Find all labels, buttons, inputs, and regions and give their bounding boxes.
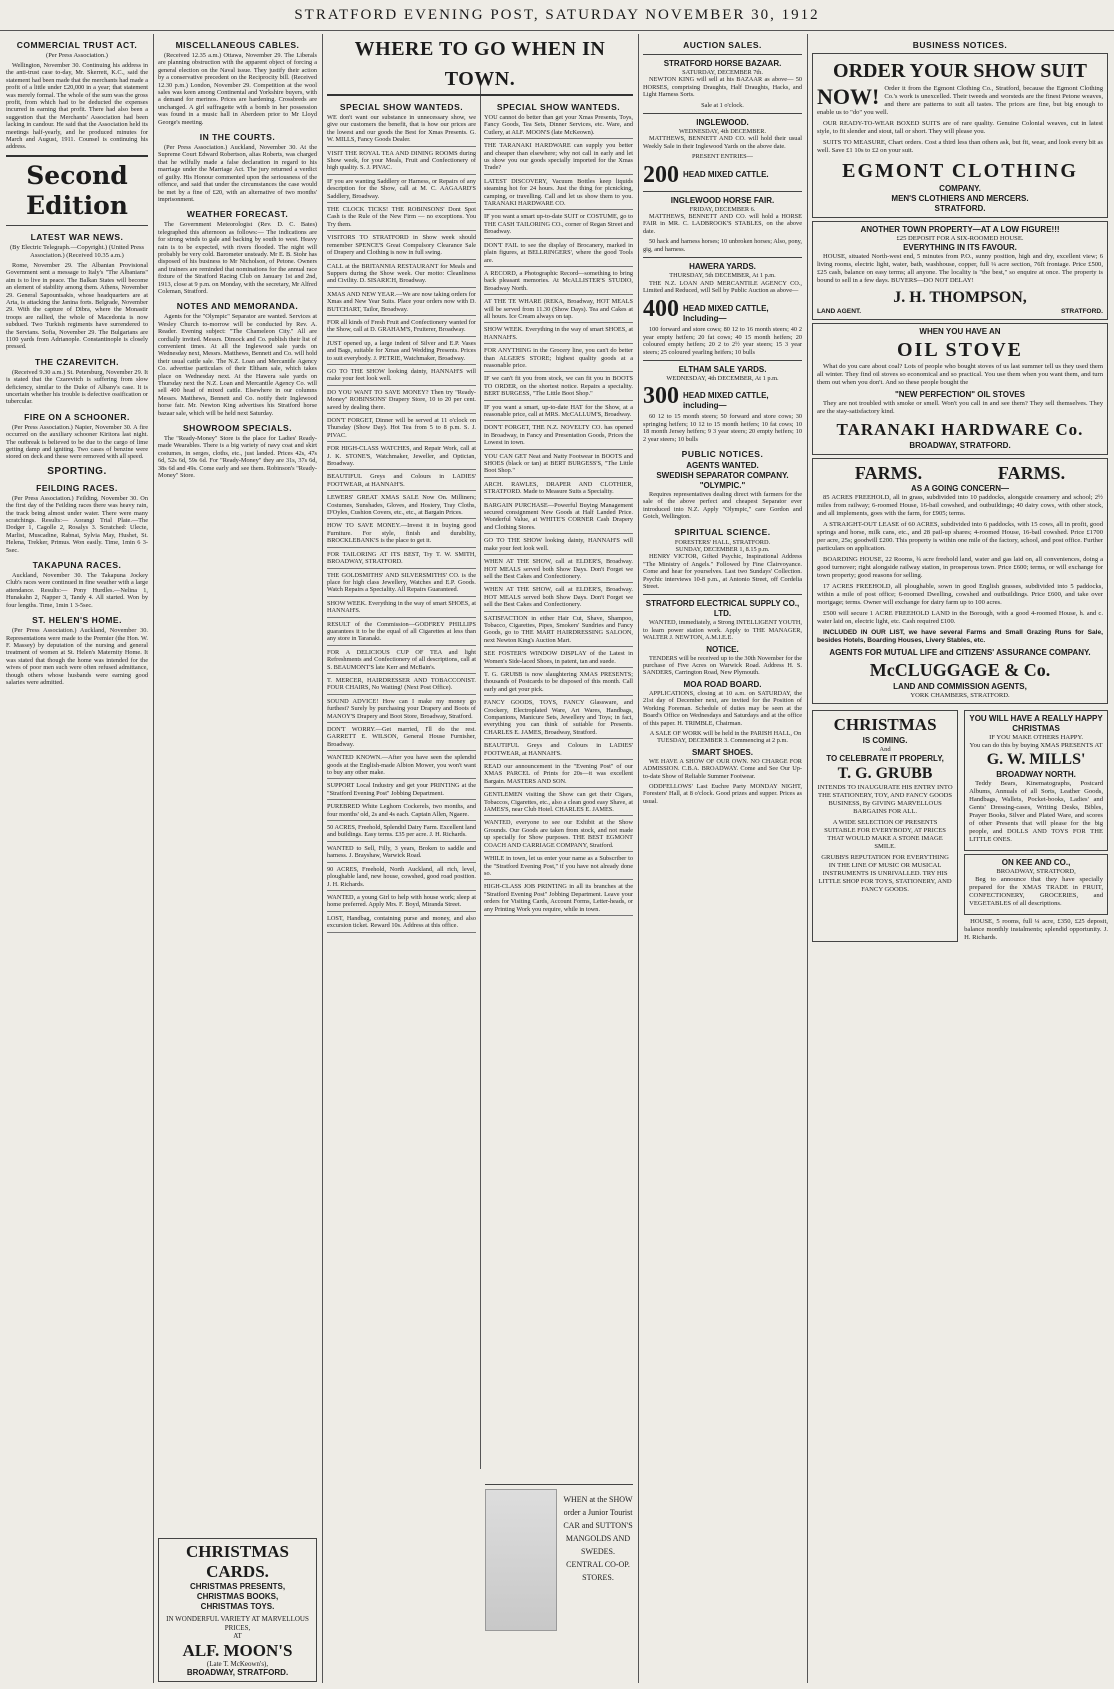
on-kee-body: Beg to announce that they have specially prepared for the XMAS TRADE in FRUIT, CONFECTIONERY, GROCERIES, and VEGETABLES of all descriptions. bbox=[969, 876, 1103, 907]
agents-for: AGENTS FOR MUTUAL LIFE and CITIZENS' ASSURANCE COMPANY. bbox=[829, 648, 1091, 657]
christmas-body: IN WONDERFUL VARIETY AT MARVELLOUS PRICES, bbox=[166, 1615, 309, 1633]
press-association-line: (Per Press Association.) bbox=[46, 52, 108, 59]
mccluggage-sub: LAND AND COMMISSION AGENTS, bbox=[893, 682, 1027, 691]
show-wanted-right-listing: YOU CAN GET Neat and Natty Footwear in BOOTS and SHOES (black or tan) at BERT BURGESS'S, "The Little Boot Shop." bbox=[484, 453, 633, 478]
divider bbox=[6, 155, 148, 157]
show-wanted-right-listing: BARGAIN PURCHASE—Powerful Buying Management secured consignment New Goods at Half Landed Price. Wonderful Value, at WHITE'S CORNER Cash Drapery and Clothing Stores. bbox=[484, 502, 633, 535]
farm-listing-4: 17 ACRES FREEHOLD, all ploughable, sown in good English grasses, subdivided into 5 paddocks, within a mile of post office; 6-roomed Dwelling, cowshed and outbuildings. Price £600, and take over mortgage; terms. Owner will exchange for dairy farm up to 100 acres. bbox=[817, 583, 1103, 606]
show-wanted-left-listing: DON'T WORRY.—Get married, I'll do the rest. GARRETT E. WILSON, General House Furnisher, Broadway. bbox=[327, 726, 476, 751]
show-wanted-left-listing: WANTED KNOWN.—After you have seen the splendid goods at the English-made Albion Mower, you won't want to buy any other make. bbox=[327, 754, 476, 779]
show-wanted-left-listing: CALL at the BRITANNIA RESTAURANT for Meals and Suppers during the Show week. Our motto: Cleanliness and Civility. D. SISARICH, Broadway. bbox=[327, 263, 476, 288]
show-wanted-right-listing: T. G. GRUBB is now slaughtering XMAS PRESENTS; thousands of Postcards to be disposed of this month. Call early and get your pick. bbox=[484, 671, 633, 696]
mills-title: YOU WILL HAVE A REALLY HAPPY CHRISTMAS bbox=[969, 714, 1103, 733]
show-wanted-right-listing: SHOW WEEK. Everything in the way of smart SHOES, at HANNAH'S. bbox=[484, 326, 633, 344]
moa-body: APPLICATIONS, closing at 10 a.m. on SATURDAY, the 21st day of December next, are invited for the Position of Working Foreman. Schedule of duties may be seen at the Board's Office on Wednesdays and Saturdays and at the office of this paper. H. TRIMBLE, Chairman. bbox=[643, 689, 802, 727]
column-rule bbox=[322, 34, 323, 1683]
show-wanted-left-listing: THE GOLDSMITHS' AND SILVERSMITHS' CO. is the place for high class Jewellery, Watches and E.P. Goods. Watch Repairs a Speciality. All Repairs Guaranteed. bbox=[327, 572, 476, 597]
farms-title-right: FARMS. bbox=[997, 463, 1066, 483]
egmont-sub: MEN'S CLOTHIERS AND MERCERS. bbox=[891, 194, 1029, 203]
corset-ad bbox=[485, 1484, 633, 1685]
inglewood-title: INGLEWOOD. bbox=[696, 118, 749, 128]
feilding-article: (Per Press Association.) Feilding, November 30. On the first day of the Feilding races there was heavy rain, the track being almost under water. There were many scratchings. Results:— Aorangi Trial Plate.—The Dodger 1, Cagolle 2, Rosalys 3. Scratched: Ulecte, Marlist, Muscadine, Rabnai, Sylvia May, Hushet, St. Helena, Trekker, Primus. Won easily. Time, 1min 6 3-5sec. bbox=[6, 494, 148, 554]
taranaki-hardware-name: TARANAKI HARDWARE Co. bbox=[836, 420, 1084, 439]
show-wanted-right-listing: DON'T FORGET, THE N.Z. NOVELTY CO. has opened in Broadway, in Fancy and Presentation Goods, Prices the Lowest in town. bbox=[484, 424, 633, 449]
cattle-300-list: 60 12 to 15 month steers; 50 forward and store cows; 30 springing heifers; 10 12 to 15 month heifers; 10 fat cows; 10 18 month Jersey heifers; 9 3 year steers; 20 empty heifers; 10 2 year steers; 10 bulls bbox=[643, 413, 802, 443]
horse-fair-date: FRIDAY, DECEMBER 6. bbox=[689, 205, 756, 213]
notes-heading: NOTES AND MEMORANDA. bbox=[176, 301, 299, 312]
cattle-count-200: 200 bbox=[643, 162, 679, 187]
misc-cables-heading: MISCELLANEOUS CABLES. bbox=[175, 40, 300, 50]
property-body: HOUSE, situated North-west end, 5 minutes from P.O., sunny position, high and dry, excellent view; 6 living rooms, electric light, water, bath, washhouse, copper, full ¼ acre section, 76ft frontage. Price £500, £25 cash, balance on easy terms; all anyone. The locality is "the best," so enquire at once. The property is bound to sell in a few days. BUYERS—DO NOT DELAY! bbox=[817, 253, 1103, 284]
show-wanted-right-listing: WHILE in town, let us enter your name as a Subscriber to the "Stratford Evening Post," if you have not already done so. bbox=[484, 855, 633, 880]
grubb-celebrate: TO CELEBRATE IT PROPERLY, bbox=[826, 754, 944, 763]
show-suit-ad bbox=[812, 53, 1108, 218]
lady-illustration bbox=[485, 1489, 557, 1631]
sale-of-work: A SALE OF WORK will be held in the PARISH HALL, On TUESDAY, DECEMBER 3. Commencing at 2 p.m. bbox=[649, 729, 802, 745]
on-kee-ad bbox=[964, 854, 1108, 915]
column-business bbox=[812, 34, 1108, 1685]
farm-listing-3: BOARDING HOUSE, 22 Rooms, ¾ acre freehold land, water and gas laid on, all conveniences, doing a good turnover; right alongside railway station, in prosperous town. Price £600; terms, or will exchange for town property; good reasons for selling. bbox=[817, 556, 1103, 579]
st-helens-heading: ST. HELEN'S HOME. bbox=[32, 615, 122, 626]
show-wanted-right-listing: YOU cannot do better than get your Xmas Presents, Toys, Fancy Goods, Tea Sets, Dinner Services, etc. Ware, and Cutlery, at ALF. MOON'S (late McKeown). bbox=[484, 114, 633, 139]
spiritual-body: HENRY VICTOR, Gifted Psychic, Inspirational Address "The Ministry of Angels." Followed by Fine Clairvoyance. Come and hear for yourselves. Last two Sundays' Collection. Psychic interviews 10-8 p.m., at Antonio Street, off Cordelia Street. bbox=[643, 553, 802, 591]
farm-listing-5: £500 will secure 1 ACRE FREEHOLD LAND in the Borough, with a good 4-roomed House, h. and c. water laid on, electric light, etc. Cash required £100. bbox=[817, 610, 1103, 625]
show-suit-now: NOW! bbox=[817, 85, 880, 109]
christmas-line-1: CHRISTMAS PRESENTS, bbox=[189, 1582, 286, 1592]
farm-listing-6: INCLUDED IN OUR LIST, we have several Farms and Small Grazing Runs for Sale, besides Hotels, Boarding Houses, Livery Stables, etc. bbox=[817, 629, 1103, 644]
grubb-ad bbox=[812, 710, 958, 942]
inglewood-date: WEDNESDAY, 4th DECEMBER. bbox=[678, 128, 767, 136]
electrical-title: STRATFORD ELECTRICAL SUPPLY CO., LTD. bbox=[645, 599, 800, 619]
commercial-trust-heading: COMMERCIAL TRUST ACT. bbox=[16, 40, 138, 50]
boxed-suits-text: OUR READY-TO-WEAR BOXED SUITS are of rare quality. Genuine Colonial weaves, cut in latest style, to fit slender and stout, tall or short. They will please you. bbox=[817, 120, 1103, 135]
moa-title: MOA ROAD BOARD. bbox=[683, 679, 762, 689]
show-wanted-right-listing: GO TO THE SHOW looking dainty, HANNAH'S will make your feet look well. bbox=[484, 537, 633, 555]
suits-measure-text: SUITS TO MEASURE, Chart orders. Cost a third less than others ask, but fit, wear, and look every bit as well. Save £1 10s to £2 on your suit. bbox=[817, 139, 1103, 154]
show-wanted-left-listing: PUREBRED White Leghorn Cockerels, two months, and four months' old, 2s and 4s each. Captain Allen, Ngaere. bbox=[327, 803, 476, 821]
column-rule bbox=[807, 34, 808, 1683]
show-wanted-left-listing: WANTED, a young Girl to help with house work; sleep at home preferred. Apply Mrs. F. Boyd, Miranda Street. bbox=[327, 894, 476, 912]
weather-heading: WEATHER FORECAST. bbox=[186, 209, 289, 220]
show-wanted-left-listing: SHOW WEEK. Everything in the way of smart SHOES, at HANNAH'S. bbox=[327, 600, 476, 618]
show-wanted-left-listing: HOW TO SAVE MONEY.—Invest it in buying good Furniture. For style, finish and durability, BROCKLEBANK'S is the place to get it. bbox=[327, 522, 476, 547]
mccluggage-address: YORK CHAMBERS, STRATFORD. bbox=[910, 692, 1010, 699]
czarevitch-article: (Received 9.30 a.m.) St. Petersburg, November 29. It is stated that the Czarevitch is suffering from slow deficiency, similar to the Duke of Albany's case. It is uncertain whether his trouble is defective ossification or tubercular. bbox=[6, 368, 148, 406]
mills-body-2: Teddy Bears, Kinematographs, Postcard Albums, Annuals of all Sorts, Leather Goods, Handbags, Wallets, Pocket-books, Ladies' and Gents' Dressing-cases, Writing Desks, Bibles, Prayer Books, Silver and Plated Ware, and scores of other Presents that will please for the big people, and DOLLS AND TOYS FOR THE LITTLE ONES. bbox=[969, 780, 1103, 843]
misc-cables-article: (Received 12.35 a.m.) Ottawa, November 29. The Liberals are planning obstruction with the apparent object of forcing a general election on the Naval issue. They justify their action by a conservative precedent on the Reciprocity bill. (Received 12.30 p.m.) London, November 29. Competition at the wool sales was keen among Continental and Yorkshire buyers, with a demand for merinos. Prices are hardening. Crossbreds are unchanged. A girl suffragette with a bomb in her possession was found in a music hall in Aberdeen prior to Mr Lloyd George's meeting. bbox=[158, 52, 317, 126]
show-wanted-left-listing: DO YOU WANT TO SAVE MONEY? Then try "Ready-Money" ROBINSONS' Drapery Store, 10 to 20 per cent. saved by dealing there. bbox=[327, 389, 476, 414]
mills-sub: IF YOU MAKE OTHERS HAPPY. bbox=[989, 734, 1084, 741]
special-show-right bbox=[484, 96, 633, 936]
show-wanted-left-listing: FOR all kinds of Fresh Fruit and Confectionery wanted for the Show, call at D. GRAHAM'S, Fruiterer, Broadway. bbox=[327, 319, 476, 337]
show-wanted-right-listing: WHEN AT THE SHOW, call at ELDER'S, Broadway. HOT MEALS served both Show Days. Don't Forget we sell the Best Cakes and Confectionery. bbox=[484, 558, 633, 583]
show-wanted-left-listing: WE don't want our substance in unnecessary show, we give our customers the benefit, that is how our prices are the lowest and our goods the Best for Xmas Presents. G. W. MILLS, Fancy Goods Dealer. bbox=[327, 114, 476, 147]
show-wanted-right-listing: BEAUTIFUL Greys and Colours in LADIES' FOOTWEAR, at HANNAH'S. bbox=[484, 742, 633, 760]
war-news-heading: LATEST WAR NEWS. bbox=[30, 231, 124, 242]
column-cables bbox=[158, 34, 317, 1685]
horse-fair-title: INGLEWOOD HORSE FAIR. bbox=[670, 195, 775, 205]
show-wanted-right-listing: LATEST DISCOVERY, Vacuum Bottles keep liquids steaming hot for 24 hours. Just the thing for picnicking, camping, or travelling. Call and let us show them to you. TARANAKI HARDWARE CO. bbox=[484, 178, 633, 211]
grubb-body-2: A WIDE SELECTION OF PRESENTS SUITABLE FOR EVERYBODY, AT PRICES THAT WOULD MAKE A STONE IMAGE SMILE. bbox=[824, 819, 946, 850]
grubb-name: T. G. GRUBB bbox=[837, 765, 933, 782]
czarevitch-heading: THE CZAREVITCH. bbox=[35, 356, 119, 367]
takapuna-article: Auckland, November 30. The Takapuna Jockey Club's races were continued in fine weather with a large attendance. Results:— Pony Hurdles.—Nelina 1, Hunakahn 2, Napper 3, Tandy 4. All started. Won by four lengths. Time, 1min 1 3-5sec. bbox=[6, 572, 148, 609]
cattle-count-300: 300 bbox=[643, 384, 679, 410]
telegraph-line: (By Electric Telegraph.—Copyright.) (United Press Association.) (Received 10.35 a.m.) bbox=[9, 243, 145, 259]
show-wanted-left-listing: IF you are wanting Saddlery or Harness, or Repairs of any description for the Show, call at M. C. AAGAARD'S Saddlery, Broadway. bbox=[327, 178, 476, 203]
christmas-line-2: CHRISTMAS BOOKS, bbox=[196, 1592, 279, 1602]
showroom-article: The "Ready-Money" Store is the place for Ladies' Ready-made Wearables. There is a big variety of navy coat and skirt costumes, in serges, cloths, etc., just landed. Prices 42s, 47s 6d, 52s 6d, 59s 6d. For "Ready-Money" they are 31s, 37s 6d, 38s 6d and 49s. Come early and see them. Robinson's "Ready-Money" Store. bbox=[158, 435, 317, 480]
thompson-name: J. H. THOMPSON, bbox=[893, 289, 1027, 306]
show-wanted-right-listing: A RECORD, a Photographic Record—something to bring back pleasant memories. At McALLISTER'S STUDIO, Broadway North. bbox=[484, 270, 633, 295]
show-wanted-left-listing: LOST, Handbag, containing purse and money, and also excursion ticket. Reward 10s. Address at this office. bbox=[327, 915, 476, 933]
show-wanted-right-listing: GENTLEMEN visiting the Show can get their Cigars, Tobaccos, Cigarettes, etc., also a clean good easy Shave, at JAMES'S, near Club Hotel. CHARLES E. JAMES. bbox=[484, 791, 633, 816]
grubb-body-3: GRUBB'S REPUTATION FOR EVERYTHING IN THE LINE OF MUSIC OR MUSICAL INSTRUMENTS IS UNRIVALLED. TRY HIS LITTLE SHOP FOR TOYS, STATIONERY, AND FANCY GOODS. bbox=[818, 854, 952, 893]
takapuna-heading: TAKAPUNA RACES. bbox=[32, 560, 122, 571]
horse-bazaar-title: STRATFORD HORSE BAZAAR. bbox=[663, 59, 782, 68]
thompson-place: STRATFORD. bbox=[1061, 308, 1103, 315]
show-wanted-left-listing: FOR A DELICIOUS CUP OF TEA and light Refreshments and Confectionery of all descriptions, call at S. BEAUMONT'S late Kerr and McBain's. bbox=[327, 649, 476, 674]
show-wanted-left-listing: GO TO THE SHOW looking dainty, HANNAH'S will make your feet look well. bbox=[327, 368, 476, 386]
smart-shoes-title: SMART SHOES. bbox=[692, 747, 753, 757]
alf-moon-name: ALF. MOON'S bbox=[182, 1640, 293, 1660]
inglewood-body: MATTHEWS, BENNETT AND CO. will hold their usual Weekly Sale in their Inglewood Yards on the above date. bbox=[643, 135, 802, 150]
showroom-heading: SHOWROOM SPECIALS. bbox=[182, 423, 293, 434]
show-wanted-left-listing: SOUND ADVICE! How can I make my money go furthest? Surely by purchasing your Drapery and Boots of MANOY'S Drapery and Boot Store, Broadway, Stratford. bbox=[327, 698, 476, 723]
column-where-to-go bbox=[327, 34, 633, 1685]
auction-sales-heading: AUCTION SALES. bbox=[683, 40, 762, 50]
cattle-200-label: HEAD MIXED CATTLE. bbox=[683, 169, 769, 179]
column-auctions bbox=[643, 34, 802, 1685]
show-wanted-right-listing: WANTED, everyone to see our Exhibit at the Show Grounds. Our Goods are taken from stock, and not made up specially for Show purposes. THE BEST EGMONT COACH AND CARRIAGE COMPANY, Stratford. bbox=[484, 819, 633, 852]
show-wanted-left-listing: DON'T FORGET, Dinner will be served at 11 o'clock on Thursday (Show Day). Hot Tea from 5 to 8 p.m. S. J. PIVAC. bbox=[327, 417, 476, 442]
property-favour: EVERYTHING IN ITS FAVOUR. bbox=[903, 243, 1017, 252]
oil-stove-body: What do you care about coal? Lots of people who bought stoves of us last summer tell us they used them all winter. They find oil stoves so economical and so practical. You use them when you want them, and turn them out when you don't. And so these people bought the bbox=[817, 363, 1103, 386]
divider bbox=[6, 225, 148, 226]
public-notices-heading: PUBLIC NOTICES. bbox=[681, 448, 764, 459]
sale-time: Sale at 1 o'clock. bbox=[701, 101, 744, 109]
town-property-ad bbox=[812, 221, 1108, 320]
swedish-separator: SWEDISH SEPARATOR COMPANY. "OLYMPIC." bbox=[656, 470, 789, 490]
show-wanted-left-listing: LEWERS' GREAT XMAS SALE Now On. Milliners; Costumes, Sunshades, Gloves, and Hosiery, Tray Cloths, D'Oyles, Cushion Covers, etc., etc., at Bargain Prices. bbox=[327, 494, 476, 519]
show-wanted-right-listing: THE TARANAKI HARDWARE can supply you better and cheaper than elsewhere; why not call in early and let us show you our goods specially imported for the Xmas Trade? bbox=[484, 142, 633, 175]
show-wanted-left-listing: 90 ACRES, Freehold, North Auckland, all rich, level, ploughable land, new house, cowshed, good road position. J. H. Richards. bbox=[327, 866, 476, 891]
nzloan-body: THE N.Z. LOAN AND MERCANTILE AGENCY CO., Limited and Reduced, will Sell by Public Auction as above— bbox=[643, 279, 802, 294]
horse-fair-body: MATTHEWS, BENNETT AND CO. will hold a HORSE FAIR in MR. C. LADBROOK'S STABLES, on the above date. bbox=[643, 213, 802, 235]
cattle-count-400: 400 bbox=[643, 297, 679, 323]
show-wanted-left-listing: JUST opened up, a large indent of Silver and E.P. Vases and Bags, suitable for Xmas and Wedding Presents. Prices to suit everybody. J. PETRIE, Watchmaker, Broadway. bbox=[327, 340, 476, 365]
notes-article: Agents for the "Olympic" Separator are wanted. Services at Wesley Church to-morrow will be conducted by Rev. A. Reader. Evening subject: "The Chameleon City." All are cordially invited. Messrs. Dimock and Co. publish their list of convenient times. At all the Inglewood sale yards on Wednesday next, Messrs. Matthews, Bennett and Co. will hold their usual cattle sale. The N.Z. Loan and Mercantile Agency Co. advertise particulars of their Eltham sale, which takes place on Wednesday next. At the Hawera sale yards on Thursday next the N.Z. Loan and Mercantile Agency Co. will sell 400 head of mixed cattle. Elsewhere in our columns Messrs. Matthews, Bennett and Co. notify their Inglewood horse fair. Mr. Newton King advertises his Stratford horse bazaar sale, which will be held next Saturday. bbox=[158, 313, 317, 417]
show-wanted-right-listing: SATISFACTION in either Hair Cut, Shave, Shampoo, Tobacco, Cigarettes, Pipes, Smokers' Sundries and Fancy Goods, go to THE MART HAIRDRESSING SALOON, next Newton King's Auction Mart. bbox=[484, 615, 633, 648]
show-wanted-left-listing: 50 ACRES, Freehold, Splendid Dairy Farm. Excellent land and buildings. Easy terms. £35 per acre. J. H. Richards. bbox=[327, 824, 476, 842]
fire-heading: FIRE ON A SCHOONER. bbox=[24, 411, 130, 422]
masthead: STRATFORD EVENING POST, SATURDAY NOVEMBER 30, 1912 bbox=[0, 0, 1114, 31]
eltham-title: ELTHAM SALE YARDS. bbox=[678, 364, 767, 374]
show-wanted-left-listing: SUPPORT Local Industry and get your PRINTING at the "Stratford Evening Post" Jobbing Department. bbox=[327, 782, 476, 800]
show-wanted-left-listing: WANTED to Sell, Filly, 3 years, Broken to saddle and harness. J. Brayshaw, Warwick Road. bbox=[327, 845, 476, 863]
alf-moon-address: BROADWAY, STRATFORD. bbox=[186, 1668, 289, 1677]
show-wanted-left-listing: VISIT THE ROYAL TEA AND DINING ROOMS during Show week, for your Meals, Fruit and Confectionery of high quality. S. J. PIVAC. bbox=[327, 150, 476, 175]
hawera-date: THURSDAY, 5th DECEMBER, At 1 p.m. bbox=[669, 272, 776, 280]
on-kee-address: BROADWAY, STRATFORD, bbox=[996, 868, 1076, 875]
notice-title: NOTICE. bbox=[706, 644, 739, 654]
show-wanted-right-listing: DON'T FAIL to see the display of Brocanery, marked in plain figures, at BELLRINGERS', where the good Tools are. bbox=[484, 242, 633, 267]
show-wanted-right-listing: IF we can't fit you from stock, we can fit you in BOOTS TO ORDER, on the shortest notice. Repairs a speciality. BERT BURGESS, "The Little Boot Shop." bbox=[484, 375, 633, 400]
show-wanted-left-listing: THE CLOCK TICKS! THE ROBINSONS' Dont Spot Cash is the Rule of the New Firm — no exceptions. You Try them. bbox=[327, 206, 476, 231]
where-to-go-banner: WHERE TO GO WHEN IN TOWN. bbox=[327, 34, 633, 96]
egmont-place: STRATFORD. bbox=[934, 204, 986, 213]
christmas-cards-title: CHRISTMAS CARDS. bbox=[186, 1542, 289, 1582]
show-wanted-right-listing: WHEN AT THE SHOW, call at ELDER'S, Broadway. HOT MEALS served both Show Days. Don't Forget we sell the Best Cakes and Confectionery. bbox=[484, 586, 633, 611]
farms-title-left: FARMS. bbox=[854, 463, 923, 483]
smart-shoes-body: WE HAVE A SHOW OF OUR OWN. NO CHARGE FOR ADMISSION. C.B.A. BROADWAY. Come and See Our Up-to-date Show of Reliable Summer Footwear. bbox=[643, 757, 802, 780]
new-perfection: "NEW PERFECTION" OIL STOVES bbox=[895, 390, 1025, 399]
corset-ad-text: WHEN at the SHOW order a Junior Tourist CAR and SUTTON'S MANGOLDS AND SWEDES. CENTRAL CO-OP. STORES. bbox=[563, 1495, 633, 1582]
christmas-at: AT bbox=[233, 1632, 242, 1641]
show-wanted-left-listing: RESULT of the Commission—GODFREY PHILLIPS guarantees it to be the equal of all Cigarettes at less than any store in Taranaki. bbox=[327, 621, 476, 646]
egmont-company: COMPANY. bbox=[939, 184, 981, 193]
show-suit-title: ORDER YOUR SHOW SUIT bbox=[833, 60, 1087, 82]
special-show-heading-left: SPECIAL SHOW WANTEDS. bbox=[339, 102, 464, 112]
horse-fair-entries: 50 hack and harness horses; 10 unbroken horses; Also, pony, gig, and harness. bbox=[643, 238, 802, 253]
alf-moon-sub: (Late T. McKeown's), bbox=[206, 1659, 269, 1668]
mccluggage-name: McCLUGGAGE & Co. bbox=[869, 660, 1051, 680]
cattle-400-label: HEAD MIXED CATTLE, Including— bbox=[683, 304, 769, 324]
grubb-body: INTENDS TO INAUGURATE HIS ENTRY INTO THE STATIONERY, TOY, AND FANCY GOODS BUSINESS, By GIVING MARVELLOUS BARGAINS FOR ALL. bbox=[817, 784, 953, 815]
taranaki-place: BROADWAY, STRATFORD. bbox=[909, 441, 1011, 450]
going-concern: AS A GOING CONCERN— bbox=[910, 484, 1010, 493]
show-wanted-right-listing: IF you want a smart up-to-date SUIT or COSTUME, go to THE CASH TAILORING CO., corner of Regan Street and Broadway. bbox=[484, 213, 633, 238]
on-kee-name: ON KEE AND CO., bbox=[1001, 858, 1071, 867]
oil-stove-body-2: They are not troubled with smoke or smell. Won't you call in and see them? They sell themselves. They are the stay-satisfactory kind. bbox=[817, 400, 1103, 415]
show-wanted-right-listing: FANCY GOODS, TOYS, FANCY Glassware, and Crockery, Electroplated Ware, Art Wares, Handbags, Companions, Manicure Sets, Jewellery and Toys; in fact, everything you can think of suitable for Presents. CHARLES E. JAMES, Broadway, Stratford. bbox=[484, 699, 633, 739]
hawera-title: HAWERA YARDS. bbox=[689, 262, 756, 272]
grubb-and: And bbox=[879, 746, 891, 753]
oil-stove-title: OIL STOVE bbox=[896, 339, 1024, 361]
show-wanted-right-listing: FOR ANYTHING in the Grocery line, you can't do better than ALGER'S STORE; highest quality goods at a reasonable price. bbox=[484, 347, 633, 372]
courts-article: (Per Press Association.) Auckland, November 30. At the Supreme Court Edward Robertson, alias Roberts, was charged that he wilfully made a false declaration in regard to his marriage under the Marriage Act. The jury returned a verdict of guilty. His Honour commented upon the seriousness of the offence, and said that under the circumstances the case would be met by a fine of £20, with an alternative of two months' imprisonment. bbox=[158, 144, 317, 203]
special-show-heading-right: SPECIAL SHOW WANTEDS. bbox=[496, 102, 621, 112]
show-wanted-right-listing: AT THE TE WHARE (REKA, Broadway, HOT MEALS will be served from 11.30 (Show Days). Tea and Cakes at all hours. Ice Cream always on tap. bbox=[484, 298, 633, 323]
show-wanted-right-listing: ARCH. RAWLES, DRAPER AND CLOTHIER, STRATFORD. Made to Measure Suits a Speciality. bbox=[484, 481, 633, 499]
swedish-body: Requires representatives dealing direct with farmers for the sale of the above perfect and cheapest Separator ever introduced into N.Z. Apply "Olympic," care Gordon and Gotch, Wellington. bbox=[643, 490, 802, 521]
fire-article: (Per Press Association.) Napier, November 30. A fire occurred on the auxiliary schooner Kiritora last night. The outbreak is believed to be due to the cargo of lime getting damp and igniting. Two cases of benzine were stored on deck and these were removed with all speed. bbox=[6, 423, 148, 461]
courts-heading: IN THE COURTS. bbox=[199, 132, 276, 143]
farms-ad bbox=[812, 458, 1108, 704]
property-deposit: £25 DEPOSIT FOR A SIX-ROOMED HOUSE. bbox=[896, 235, 1024, 242]
mills-body: You can do this by buying XMAS PRESENTS AT bbox=[969, 742, 1103, 749]
business-notices-heading: BUSINESS NOTICES. bbox=[912, 40, 1008, 50]
spiritual-heading: SPIRITUAL SCIENCE. bbox=[674, 526, 771, 537]
column-rule bbox=[153, 34, 154, 1683]
mills-address: BROADWAY NORTH. bbox=[996, 770, 1076, 779]
st-helens-article: (Per Press Association.) Auckland, November 30. Representations were made to the Premier (the Hon. W. F. Massey) by deputation of the nursing and general treatment of women at St. Helen's Maternity Home. It was stated that though the home was intended for the wives of poor men such were often refused admittance, though others whose husbands were earning good salaries were admitted. bbox=[6, 627, 148, 686]
show-wanted-left-listing: BEAUTIFUL Greys and Colours in LADIES' FOOTWEAR, at HANNAH'S. bbox=[327, 473, 476, 491]
farm-listing-2: A STRAIGHT-OUT LEASE of 60 ACRES, subdivided into 6 paddocks, with 15 cows, all in profit, good springs and horse, milk cans, etc., and 28 pail-up shares; 4-roomed House, 16-bail cowshed. Price £1700 per acre, 25s; goodwill £200. This property is within one mile of the factory, school, and post office. Further particulars on application. bbox=[817, 521, 1103, 552]
show-wanted-left-listing: T. MERCER, HAIRDRESSER AND TOBACCONIST. FOUR CHAIRS, No Waiting! (Next Post Office). bbox=[327, 677, 476, 695]
oddfellows-notice: ODDFELLOWS' Last Euchre Party MONDAY NIGHT, Foresters' Hall, at 8 o'clock. Good prizes and supper. Prices as usual. bbox=[643, 782, 802, 805]
cattle-300-label: HEAD MIXED CATTLE, including— bbox=[683, 391, 769, 411]
farm-listing-1: 85 ACRES FREEHOLD, all in grass, subdivided into 10 paddocks, alongside creamery and school; 2½ miles from railway; 6-roomed House, 16-bail cowshed, and outbuildings; 40 dairy cows, with other stock, and all implements, goes with the farm, for £905; terms. bbox=[817, 494, 1103, 517]
property-title: ANOTHER TOWN PROPERTY—AT A LOW FIGURE!!! bbox=[860, 225, 1060, 234]
commercial-trust-article: Wellington, November 30. Continuing his address in the anti-trust case to-day, Mr. Skerrett, K.C., said the statement had been made that the merchants had made a profit of a little under £20,000 in a year; that statement was merely formal. The whole of the sum was the gross profit, from which had to be deducted the expenses incurred in earning that profit. There had also been a suggestion that the Merchants' Association had been lacking in candour. He said that the Association held its meetings half-yearly, and he produced minutes for March and August, 1911. Counsel is continuing his address. bbox=[6, 62, 148, 151]
foresters-date: SUNDAY, DECEMBER 1, 8.15 p.m. bbox=[675, 546, 770, 553]
present-entries: PRESENT ENTRIES— bbox=[692, 153, 753, 161]
feilding-heading: FEILDING RACES. bbox=[36, 482, 118, 493]
eltham-date: WEDNESDAY, 4th DECEMBER, At 1 p.m. bbox=[666, 374, 779, 382]
christmas-line-3: CHRISTMAS TOYS. bbox=[200, 1602, 275, 1612]
agents-wanted: AGENTS WANTED. bbox=[686, 460, 759, 470]
oil-stove-pre: WHEN YOU HAVE AN bbox=[919, 327, 1001, 336]
mills-name: G. W. MILLS' bbox=[986, 751, 1086, 768]
column-rule bbox=[638, 34, 639, 1683]
horse-bazaar-date: SATURDAY, DECEMBER 7th. bbox=[682, 69, 763, 76]
christmas-cards-ad bbox=[158, 1538, 317, 1682]
oil-stove-ad bbox=[812, 323, 1108, 455]
land-agent-label: LAND AGENT. bbox=[817, 308, 862, 315]
war-news-article: Rome, November 29. The Albanian Provisional Government sent a message to Italy's "The Albanians" aim is to live in peace. The Balkan States will become an element of stability among them. Athens, November 29. General Sapountsakis, whose headquarters are at Arta, is attacking the Janina forts. Belgrade, November 29. With the capture of Dibra, where the Monastir troops are rallied, the whole of Macedonia is now subdued. Two Turkish regiments have surrendered to the Servians. Sofia, November 29. The Bulgarians are 1100 yards from Adrianople. Constantinople is closely pressed. bbox=[6, 261, 148, 351]
special-show-left bbox=[327, 96, 476, 936]
show-wanted-left-listing: VISITORS TO STRATFORD in Show week should remember SPENCE'S Great Compulsory Clearance Sale of Drapery and Clothing is now in full swing. bbox=[327, 234, 476, 259]
house-listing: HOUSE, 5 rooms, full ¼ acre, £350, £25 deposit, balance monthly instalments; splendid opportunity. J. H. Richards. bbox=[964, 918, 1108, 941]
second-edition-heading: Second Edition bbox=[26, 160, 128, 220]
show-wanted-right-listing: HIGH-CLASS JOB PRINTING in all its branches at the "Stratford Evening Post" Jobbing Department. Leave your orders for Visiting Cards, Account Forms, Letter-heads, or any Printing Work you require, while in town. bbox=[484, 883, 633, 916]
show-wanted-left-listing: FOR HIGH-CLASS WATCHES, and Repair Work, call at J. K. STONE'S, Watchmaker, Jeweller, and Optician, Broadway. bbox=[327, 445, 476, 470]
cattle-400-list: 100 forward and store cows; 80 12 to 16 month steers; 40 2 year empty heifers; 20 fat cows; 40 15 month heifers; 20 coloured empty heifers; 20 2 to 2½ year steers; 15 3 year steers; 25 coloured yearling heifers; 10 bulls bbox=[643, 326, 802, 356]
mills-ad bbox=[964, 710, 1108, 851]
show-wanted-left-listing: XMAS AND NEW YEAR.—We are now taking orders for Xmas and New Year Suits. Place your orders now with D. BUTCHART, Tailor, Broadway. bbox=[327, 291, 476, 316]
show-wanted-right-listing: IF you want a smart, up-to-date HAT for the Show, at a reasonable price, call at MRS. McCALLUM'S, Broadway. bbox=[484, 404, 633, 422]
show-wanted-right-listing: READ our announcement in the "Evening Post" of our XMAS PARCEL of Prints for 20s—it was excellent Bargain. MASTERS AND SON. bbox=[484, 763, 633, 788]
foresters-hall: FORESTERS' HALL, STRATFORD. bbox=[674, 538, 771, 546]
show-wanted-left-listing: FOR TAILORING AT ITS BEST, Try T. W. SMITH, BROADWAY, STRATFORD. bbox=[327, 551, 476, 569]
egmont-clothing-name: EGMONT CLOTHING bbox=[842, 160, 1078, 182]
column-news bbox=[6, 34, 148, 1685]
horse-bazaar-body: NEWTON KING will sell at his BAZAAR as above— 50 HORSES, comprising Draughts, Half Draughts, Hacks, and Light Harness Sorts. bbox=[643, 76, 802, 99]
grubb-is-coming: IS COMING. bbox=[862, 736, 908, 745]
notice-body: TENDERS will be received up to the 30th November for the purchase of Five Acres on Warwick Road. Address H. S. SANDERS, Carrington Road, New Plymouth. bbox=[643, 654, 802, 677]
sporting-heading: SPORTING. bbox=[47, 465, 107, 477]
show-suit-body: Order it from the Egmont Clothing Co., Stratford, because the Egmont Clothing Co.'s work is unexcelled. Their tweeds and worsteds are the finest Petone weaves, and there are patterns to suit all tastes. The prices are fine, but big enough to enable us to "do" you well. bbox=[817, 85, 1103, 116]
grubb-christmas: CHRISTMAS bbox=[833, 715, 937, 734]
show-wanted-right-listing: SEE FOSTER'S WINDOW DISPLAY of the Latest in Women's Side-laced Shoes, in patent, tan and suede. bbox=[484, 650, 633, 668]
weather-article: The Government Meteorologist (Rev. D. C. Bates) telegraphed this afternoon as follows:— The indications are for strong winds to gale and backing by south to west. Heavy rain is to be expected, with rivers flooded. The night will probably be very cold. Barometer unsteady. Mr E. B. Stohr has disposed of his business to Mr Nicholson, of Petone. Owners and trainers are reminded that nominations for the annual race fixture of the Stratford Racing Club on January 1st and 2nd, 1913, close at 9 p.m. on Monday, with the secretary, Mr Alfred Coleman, Stratford. bbox=[158, 221, 317, 295]
electrical-body: WANTED, immediately, a Strong INTELLIGENT YOUTH, to learn power station work. Apply to THE MANAGER, WALTER J. NEWTON, A.M.I.E.E. bbox=[643, 619, 802, 642]
